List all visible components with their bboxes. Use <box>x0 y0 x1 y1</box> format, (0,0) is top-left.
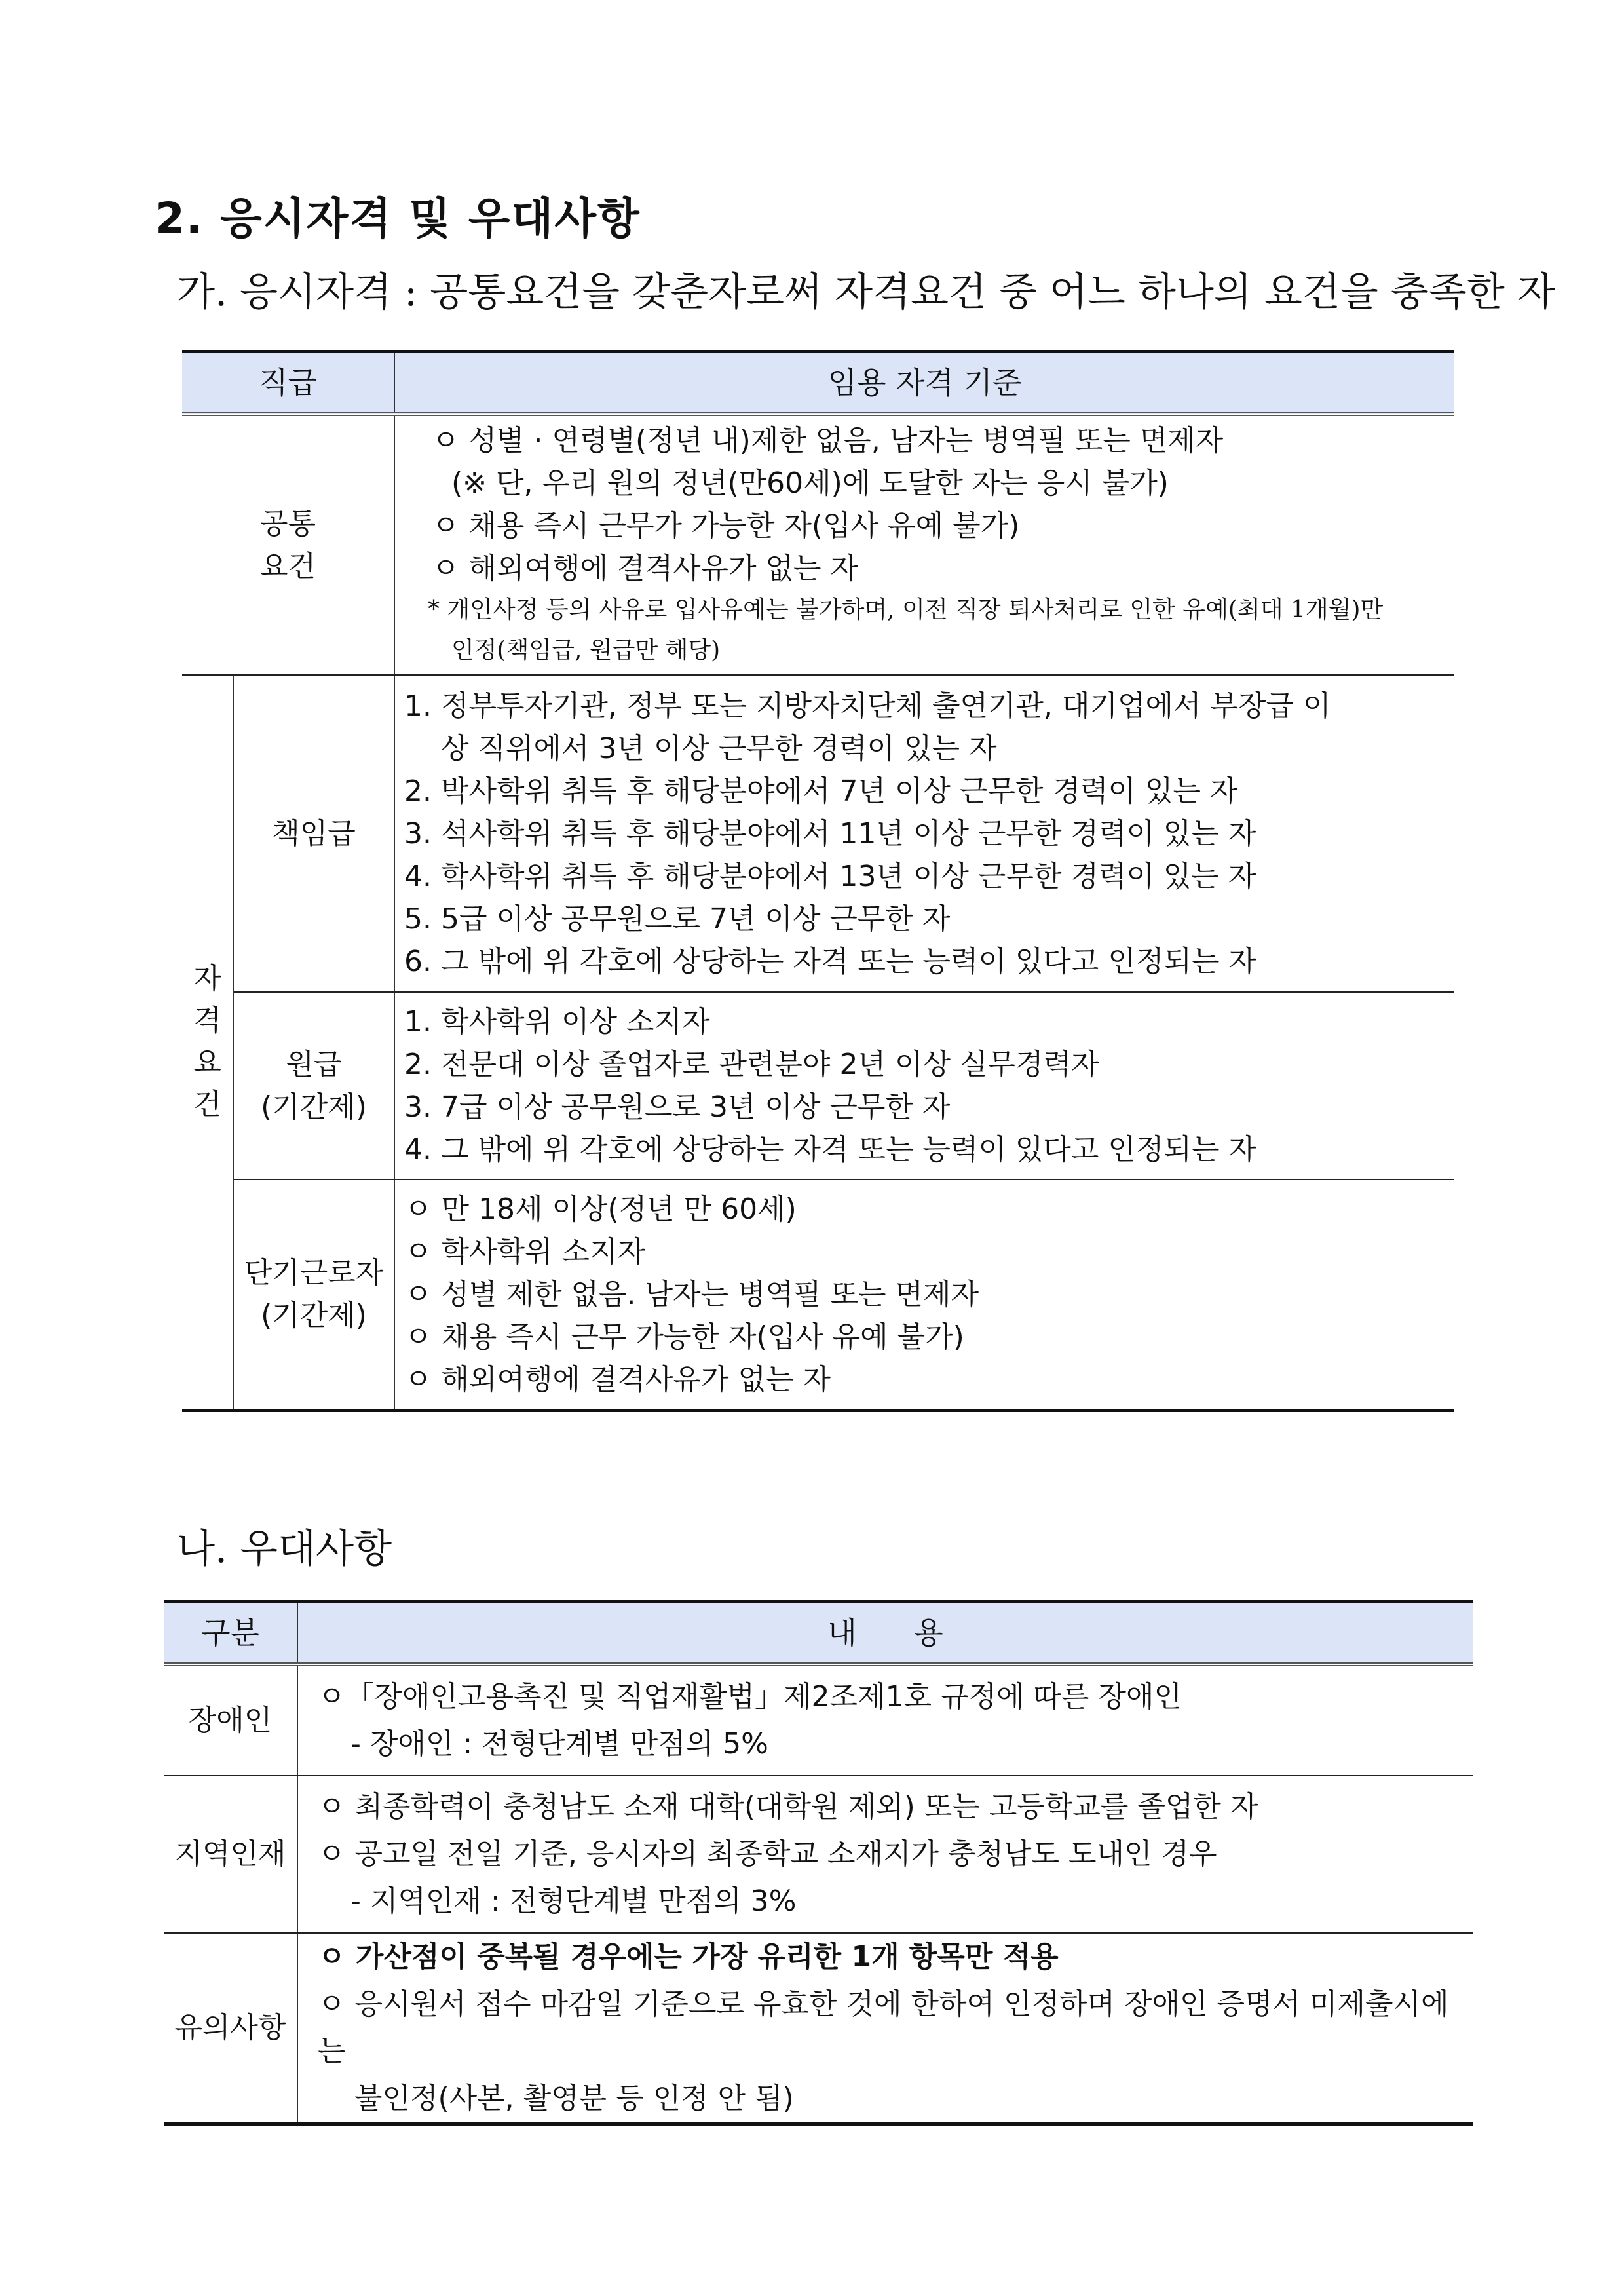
row-label-notes: 유의사항 <box>164 1933 297 2124</box>
list-item: 2. 전문대 이상 졸업자로 관련분야 2년 이상 실무경력자 <box>404 1048 1099 1081</box>
footnote: * 개인사정 등의 사유로 입사유예는 불가하며, 이전 직장 퇴사처리로 인한 유예(최대 1개월)만 <box>428 596 1384 623</box>
row-content-staff <box>394 992 1454 1179</box>
qualification-table <box>182 350 1454 1412</box>
list-item: 4. 학사학위 취득 후 해당분야에서 13년 이상 근무한 경력이 있는 자 <box>404 859 1256 893</box>
list-item: ㅇ 가산점이 중복될 경우에는 가장 유리한 1개 항목만 적용 <box>318 1940 1059 1974</box>
list-item: 4. 그 밖에 위 각호에 상당하는 자격 또는 능력이 있다고 인정되는 자 <box>404 1133 1256 1166</box>
list-item: ㅇ 해외여행에 결격사유가 없는 자 <box>432 552 858 585</box>
table-row-staff <box>182 992 1454 1179</box>
row-label-common: 공통 요건 <box>182 414 394 675</box>
preference-table <box>164 1600 1473 2126</box>
list-item: ㅇ 응시원서 접수 마감일 기준으로 유효한 것에 한하여 인정하며 장애인 증명서 미제출시에는 <box>318 1987 1449 2068</box>
list-item: 상 직위에서 3년 이상 근무한 경력이 있는 자 <box>441 731 997 765</box>
list-item: - 장애인 : 전형단계별 만점의 5% <box>350 1727 768 1761</box>
table-row-local-talent <box>164 1776 1473 1933</box>
list-item: ㅇ 학사학위 소지자 <box>404 1234 646 1269</box>
list-item: ㅇ 해외여행에 결격사유가 없는 자 <box>404 1362 831 1396</box>
list-item: 1. 학사학위 이상 소지자 <box>404 1005 710 1039</box>
row-label-disabled: 장애인 <box>164 1664 297 1776</box>
list-item: ㅇ 성별 · 연령별(정년 내)제한 없음, 남자는 병역필 또는 면제자 <box>432 424 1224 457</box>
subsection-a-title: 가. 응시자격 : 공통요건을 갖춘자로써 자격요건 중 어느 하나의 요건을 충족한 자 <box>177 269 1555 315</box>
list-item: 6. 그 밖에 위 각호에 상당하는 자격 또는 능력이 있다고 인정되는 자 <box>404 944 1256 978</box>
list-item: ㅇ 만 18세 이상(정년 만 60세) <box>404 1192 797 1226</box>
table-header-row <box>164 1602 1473 1665</box>
row-content-notes <box>297 1933 1473 2124</box>
section-title: 2. 응시자격 및 우대사항 <box>155 193 641 244</box>
table-row-senior <box>182 675 1454 992</box>
list-item: ㅇ 공고일 전일 기준, 응시자의 최종학교 소재지가 충청남도 도내인 경우 <box>318 1837 1217 1871</box>
list-item: 2. 박사학위 취득 후 해당분야에서 7년 이상 근무한 경력이 있는 자 <box>404 774 1238 808</box>
subsection-b-title: 나. 우대사항 <box>177 1526 392 1572</box>
row-label-shortterm: 단기근로자 (기간제) <box>233 1179 394 1410</box>
row-label-staff: 원급 (기간제) <box>233 992 394 1179</box>
row-content-common <box>394 414 1454 675</box>
list-item: ㅇ 최종학력이 충청남도 소재 대학(대학원 제외) 또는 고등학교를 졸업한 자 <box>318 1790 1258 1824</box>
list-item: 3. 석사학위 취득 후 해당분야에서 11년 이상 근무한 경력이 있는 자 <box>404 816 1256 851</box>
group-label-qualification: 자 격 요 건 <box>182 675 233 1410</box>
list-item: ㅇ 성별 제한 없음. 남자는 병역필 또는 면제자 <box>404 1277 979 1311</box>
list-item: (※ 단, 우리 원의 정년(만60세)에 도달한 자는 응시 불가) <box>451 467 1169 500</box>
column-header-category: 구분 <box>164 1602 297 1665</box>
list-item: ㅇ 채용 즉시 근무 가능한 자(입사 유예 불가) <box>404 1320 964 1354</box>
table-header-row <box>182 352 1454 415</box>
table-row-notes <box>164 1933 1473 2124</box>
column-header-criteria: 임용 자격 기준 <box>394 352 1454 415</box>
footnote: 인정(책임급, 원급만 해당) <box>451 637 721 664</box>
list-item: 1. 정부투자기관, 정부 또는 지방자치단체 출연기관, 대기업에서 부장급 이 <box>404 689 1331 723</box>
list-item: ㅇ「장애인고용촉진 및 직업재활법」제2조제1호 규정에 따른 장애인 <box>318 1680 1182 1713</box>
row-content-local-talent <box>297 1776 1473 1933</box>
row-label-local-talent: 지역인재 <box>164 1776 297 1933</box>
row-content-shortterm <box>394 1179 1454 1410</box>
row-label-senior: 책임급 <box>233 675 394 992</box>
list-item: - 지역인재 : 전형단계별 만점의 3% <box>350 1885 797 1918</box>
column-header-rank: 직급 <box>182 352 394 415</box>
table-row-shortterm <box>182 1179 1454 1410</box>
row-content-senior <box>394 675 1454 992</box>
column-header-content: 내 용 <box>297 1602 1473 1665</box>
list-item: ㅇ 채용 즉시 근무가 가능한 자(입사 유예 불가) <box>432 509 1020 543</box>
list-item: 불인정(사본, 촬영분 등 인정 안 됨) <box>354 2082 794 2115</box>
table-row-common <box>182 414 1454 675</box>
list-item: 3. 7급 이상 공무원으로 3년 이상 근무한 자 <box>404 1090 951 1124</box>
table-row-disabled <box>164 1664 1473 1776</box>
row-content-disabled <box>297 1664 1473 1776</box>
list-item: 5. 5급 이상 공무원으로 7년 이상 근무한 자 <box>404 902 951 936</box>
